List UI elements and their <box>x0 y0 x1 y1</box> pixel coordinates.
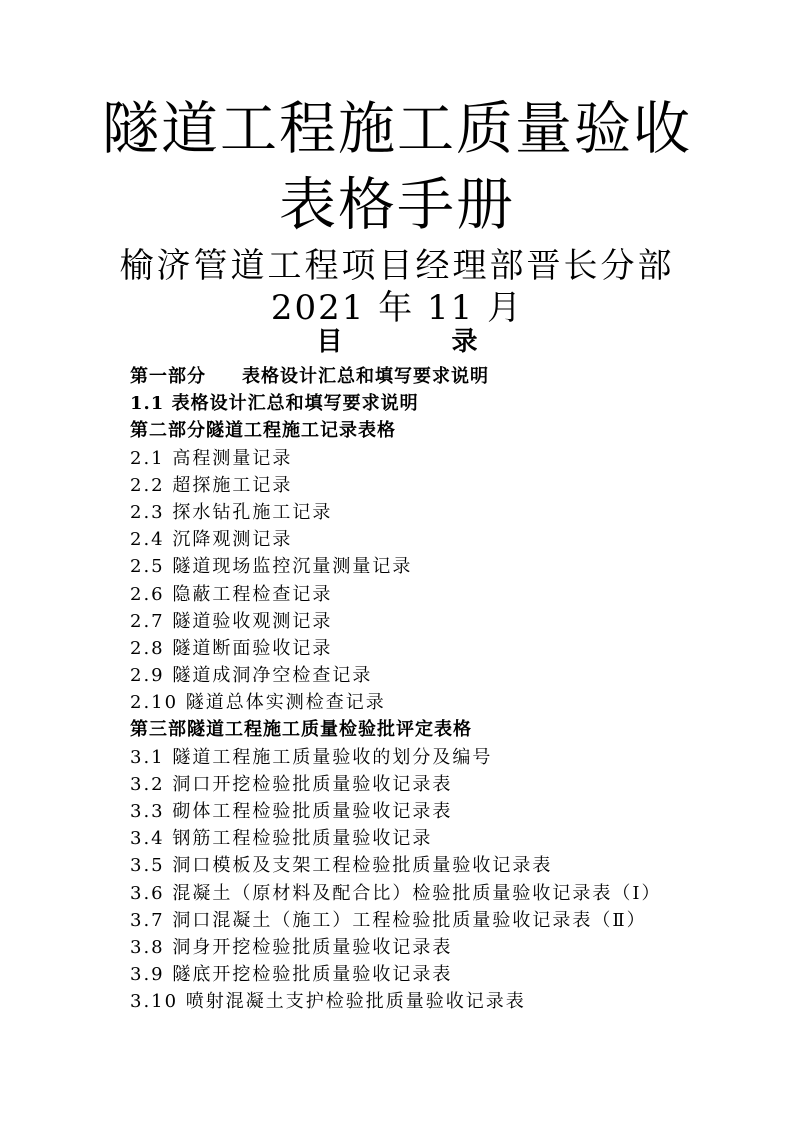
document-date: 2021 年 11 月 <box>270 288 524 328</box>
toc-item-3-2: 3.2 洞口开挖检验批质量验收记录表 <box>130 773 453 795</box>
toc-part-2: 第二部分隧道工程施工记录表格 <box>130 420 396 442</box>
toc-item-3-8: 3.8 洞身开挖检验批质量验收记录表 <box>130 936 453 958</box>
toc-heading: 目 录 <box>316 327 528 357</box>
toc-item-2-9: 2.9 隧道成洞净空检查记录 <box>130 665 373 687</box>
toc-item-3-5: 3.5 洞口模板及支架工程检验批质量验收记录表 <box>130 855 553 877</box>
toc-item-1-1: 1.1 表格设计汇总和填写要求说明 <box>130 393 419 415</box>
toc-part-3: 第三部隧道工程施工质量检验批评定表格 <box>130 719 472 741</box>
toc-item-3-9: 3.9 隧底开挖检验批质量验收记录表 <box>130 964 453 986</box>
toc-item-2-4: 2.4 沉降观测记录 <box>130 529 293 551</box>
toc-part-1-title: 表格设计汇总和填写要求说明 <box>242 366 489 387</box>
toc-item-3-1: 3.1 隧道工程施工质量验收的划分及编号 <box>130 746 493 768</box>
toc-item-2-8: 2.8 隧道断面验收记录 <box>130 637 333 659</box>
toc-item-2-10: 2.10 隧道总体实测检查记录 <box>130 692 386 714</box>
toc-item-2-7: 2.7 隧道验收观测记录 <box>130 610 333 632</box>
toc-part-1 <box>130 363 770 390</box>
toc-item-3-4: 3.4 钢筋工程检验批质量验收记录 <box>130 828 433 850</box>
toc-part-1-label: 第一部分 <box>130 366 206 387</box>
toc-item-3-10: 3.10 喷射混凝土支护检验批质量验收记录表 <box>130 991 526 1013</box>
toc-item-2-6: 2.6 隐蔽工程检查记录 <box>130 583 333 605</box>
toc-item-2-2: 2.2 超探施工记录 <box>130 474 293 496</box>
toc-item-2-5: 2.5 隧道现场监控沉量测量记录 <box>130 556 413 578</box>
table-of-contents <box>130 363 770 1016</box>
document-title-line-1: 隧道工程施工质量验收 <box>102 96 692 162</box>
toc-item-3-3: 3.3 砌体工程检验批质量验收记录表 <box>130 801 453 822</box>
toc-item-2-3: 2.3 探水钻孔施工记录 <box>130 501 333 523</box>
document-title-line-2: 表格手册 <box>279 172 515 238</box>
toc-item-2-1: 2.1 高程测量记录 <box>130 447 293 469</box>
organization-name: 榆济管道工程项目经理部晋长分部 <box>119 246 675 286</box>
toc-item-3-6: 3.6 混凝土（原材料及配合比）检验批质量验收记录表（Ⅰ） <box>130 882 662 904</box>
toc-item-3-7: 3.7 洞口混凝土（施工）工程检验批质量验收记录表（Ⅱ） <box>130 909 647 931</box>
